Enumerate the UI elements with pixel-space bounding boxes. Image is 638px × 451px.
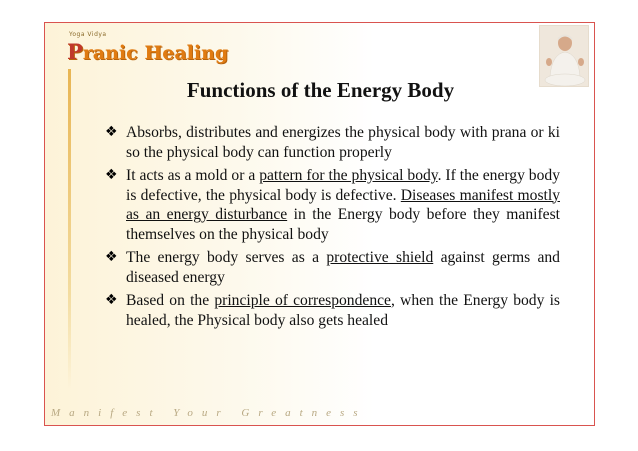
list-item [102, 248, 560, 287]
logo [67, 39, 228, 64]
logo-tagline: Yoga Vidya [69, 31, 107, 38]
bullet-2-text-a: It acts as a mold or a [126, 167, 260, 184]
list-item [102, 123, 560, 162]
diamond-bullet-icon: ❖ [105, 249, 118, 265]
bullet-3-underline: protective shield [326, 249, 434, 266]
bullet-4-text-b: , when the Energy body is healed, the Physical body also gets healed [126, 292, 560, 329]
list-item [102, 166, 560, 244]
diamond-bullet-icon: ❖ [105, 292, 118, 308]
slide-title: Functions of the Energy Body [186, 78, 455, 102]
bullet-2-text-c: in the Energy body before they manifest themselves on the physical body [126, 206, 560, 243]
bullet-list [102, 123, 560, 334]
decorative-vertical-line [68, 69, 71, 389]
footer-motto: Manifest Your Greatness [51, 407, 367, 419]
bullet-4-text-a: Based on the [126, 292, 215, 309]
logo-text: ranic Healing [82, 42, 229, 64]
list-item [102, 291, 560, 330]
bullet-2-underline-a: pattern for the physical body [259, 167, 438, 184]
diamond-bullet-icon: ❖ [105, 124, 118, 140]
diamond-bullet-icon: ❖ [105, 167, 118, 183]
bullet-4-underline: principle of correspondence [214, 292, 391, 309]
bullet-2-text-b: . If the energy body is defective, the physical body is defective. [126, 167, 560, 204]
bullet-3-text-b: against germs and diseased energy [126, 249, 560, 286]
bullet-3-text-a: The energy body serves as a [126, 249, 327, 266]
bullet-2-underline-b: Diseases manifest mostly as an energy disturbance [126, 186, 560, 223]
bullet-1-text: Absorbs, distributes and energizes the physical body with prana or ki so the physical body can function properly [126, 124, 560, 161]
logo-initial: P [67, 39, 83, 64]
slide [44, 22, 595, 426]
